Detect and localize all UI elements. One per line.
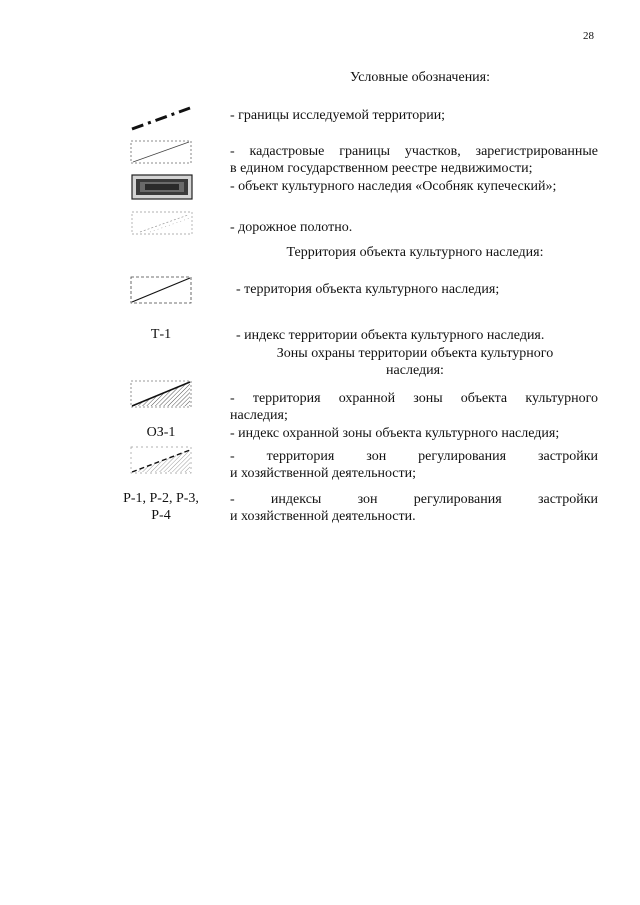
road-symbol <box>130 210 194 236</box>
territory-index-text: - индекс территории объекта культурного наследия. <box>236 328 545 343</box>
protected-zone-text-line2: наследия; <box>230 408 288 423</box>
cadastral-symbol <box>130 140 192 164</box>
territory-index-label: Т-1 <box>150 327 172 342</box>
territory-text: - территория объекта культурного наследия; <box>236 282 500 297</box>
page-number: 28 <box>583 30 594 42</box>
boundary-text: - границы исследуемой территории; <box>230 108 446 123</box>
heritage-object-text: - объект культурного наследия «Особняк купеческий»; <box>230 179 557 194</box>
protected-zone-text-line1: - территория охранной зоны объекта культурного <box>230 391 598 406</box>
regulation-zone-text-line2: и хозяйственной деятельности; <box>230 466 417 481</box>
regulation-index-label-line2: Р-4 <box>151 508 171 523</box>
protected-zone-index-label: ОЗ-1 <box>146 425 176 440</box>
legend-title: Условные обозначения: <box>349 70 491 85</box>
road-text: - дорожное полотно. <box>230 220 353 235</box>
boundary-symbol <box>130 105 192 131</box>
zones-heading-line2: наследия: <box>386 363 444 378</box>
territory-heading: Территория объекта культурного наследия: <box>286 245 544 260</box>
territory-symbol <box>130 276 192 304</box>
cadastral-text-line1: - кадастровые границы участков, зарегистрированные <box>230 144 598 159</box>
cadastral-text-line2: в едином государственном реестре недвижимости; <box>230 161 533 176</box>
regulation-index-text-line1: - индексы зон регулирования застройки <box>230 492 598 507</box>
regulation-index-text-line2: и хозяйственной деятельности. <box>230 509 416 524</box>
regulation-index-label-line1: Р-1, Р-2, Р-3, <box>123 491 199 506</box>
protected-zone-index-text: - индекс охранной зоны объекта культурного наследия; <box>230 426 560 441</box>
regulation-zone-symbol <box>130 446 192 474</box>
heritage-object-symbol <box>131 174 193 200</box>
protected-zone-symbol <box>130 380 192 408</box>
zones-heading-line1: Зоны охраны территории объекта культурного <box>276 346 554 361</box>
regulation-zone-text-line1: - территория зон регулирования застройки <box>230 449 598 464</box>
